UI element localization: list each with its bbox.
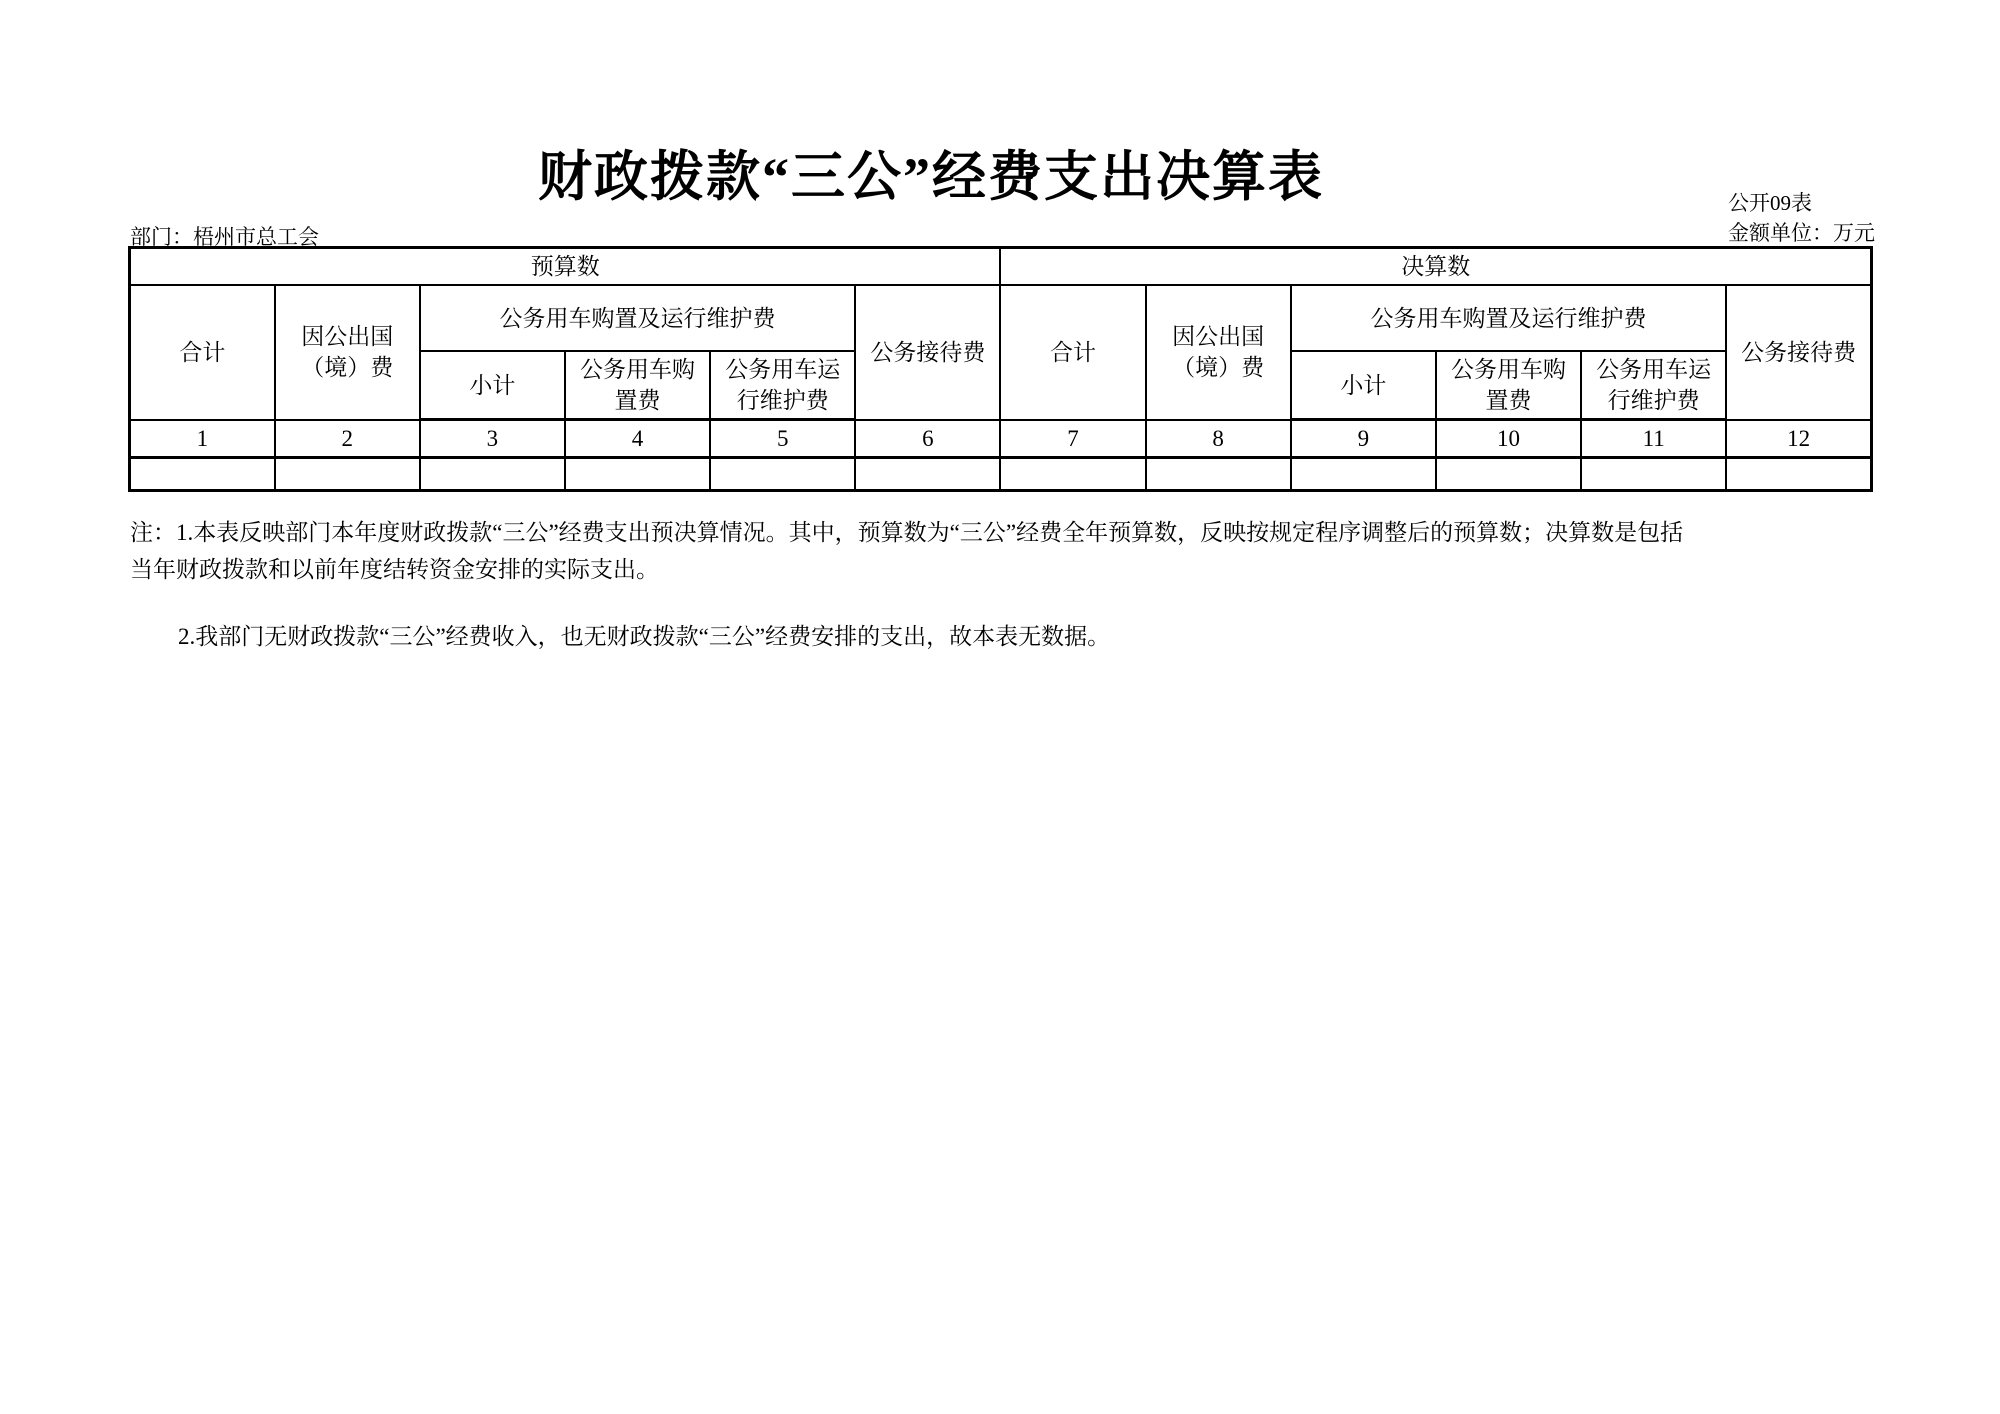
unit-label: 金额单位：万元	[1728, 221, 1875, 245]
data-cell	[1726, 458, 1871, 491]
note-1-line-2: 当年财政拨款和以前年度结转资金安排的实际支出。	[130, 557, 659, 582]
header-budget-abroad-text: 因公出国（境）费	[301, 324, 394, 381]
header-budget-vehicle-group: 公务用车购置及运行维护费	[420, 285, 855, 351]
notes-block	[130, 514, 1878, 655]
data-cell	[565, 458, 710, 491]
header-budget-maintenance-text: 公务用车运行维护费	[725, 357, 841, 413]
data-cell	[1000, 458, 1145, 491]
header-budget-maintenance	[710, 351, 855, 420]
data-cell	[855, 458, 1000, 491]
data-cell	[1291, 458, 1436, 491]
header-final-abroad-text: 因公出国（境）费	[1172, 324, 1265, 381]
data-cell	[1146, 458, 1291, 491]
header-budget-reception: 公务接待费	[855, 285, 1000, 420]
column-number-cell: 12	[1726, 420, 1871, 458]
header-budget-abroad	[275, 285, 420, 420]
data-cell	[1581, 458, 1726, 491]
meta-right-block	[1728, 188, 1875, 248]
column-number-cell: 7	[1000, 420, 1145, 458]
column-number-cell: 1	[130, 420, 275, 458]
data-cell	[1436, 458, 1581, 491]
three-public-expense-table	[128, 246, 1873, 492]
data-cell	[275, 458, 420, 491]
header-final-total: 合计	[1000, 285, 1145, 420]
table-code: 公开09表	[1728, 191, 1812, 215]
note-2: 2.我部门无财政拨款“三公”经费收入，也无财政拨款“三公”经费安排的支出，故本表无数据。	[178, 624, 1111, 649]
header-final-maintenance	[1581, 351, 1726, 420]
column-number-cell: 3	[420, 420, 565, 458]
column-number-cell: 10	[1436, 420, 1581, 458]
header-final-purchase-text: 公务用车购置费	[1450, 357, 1566, 413]
column-number-cell: 4	[565, 420, 710, 458]
header-budget-purchase	[565, 351, 710, 420]
group-header-final: 决算数	[1000, 248, 1871, 286]
header-budget-purchase-text: 公务用车购置费	[580, 357, 696, 413]
page-title: 财政拨款“三公”经费支出决算表	[538, 147, 1324, 207]
column-number-cell: 5	[710, 420, 855, 458]
header-budget-subtotal: 小计	[420, 351, 565, 420]
column-number-cell: 9	[1291, 420, 1436, 458]
column-number-cell: 11	[1581, 420, 1726, 458]
data-cell	[710, 458, 855, 491]
header-final-maintenance-text: 公务用车运行维护费	[1596, 357, 1712, 413]
data-cell	[420, 458, 565, 491]
header-final-reception: 公务接待费	[1726, 285, 1871, 420]
header-final-purchase	[1436, 351, 1581, 420]
column-number-cell: 2	[275, 420, 420, 458]
department-label: 部门：梧州市总工会	[130, 225, 319, 249]
header-final-abroad	[1146, 285, 1291, 420]
header-final-vehicle-group: 公务用车购置及运行维护费	[1291, 285, 1726, 351]
data-cell	[130, 458, 275, 491]
note-1-line-1: 注：1.本表反映部门本年度财政拨款“三公”经费支出预决算情况。其中，预算数为“三公”经费全年预算数，反映按规定程序调整后的预算数；决算数是包括	[130, 520, 1684, 545]
column-number-cell: 8	[1146, 420, 1291, 458]
header-final-subtotal: 小计	[1291, 351, 1436, 420]
group-header-budget: 预算数	[130, 248, 1001, 286]
column-number-cell: 6	[855, 420, 1000, 458]
header-budget-total: 合计	[130, 285, 275, 420]
